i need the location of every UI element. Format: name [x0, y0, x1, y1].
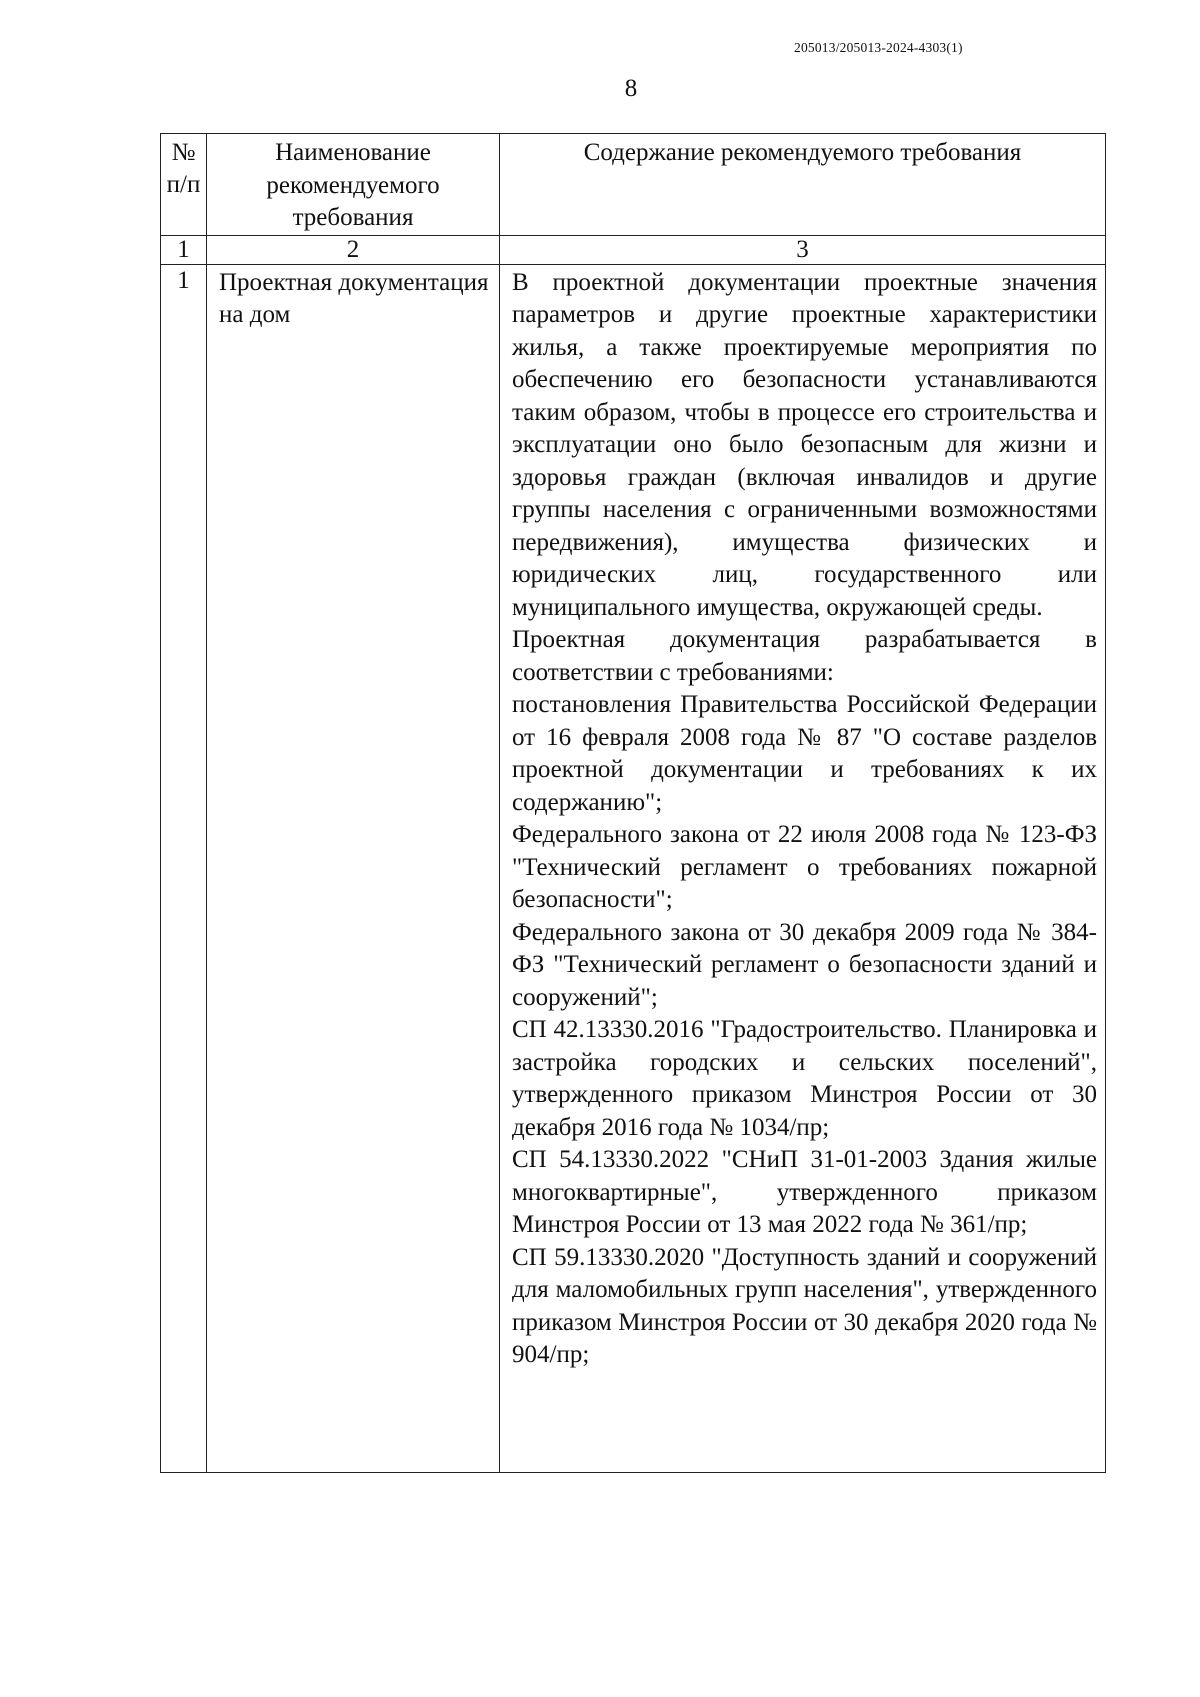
requirement-name: Проектная документация на дом — [207, 264, 500, 1472]
document-id: 205013/205013-2024-4303(1) — [794, 40, 963, 55]
column-number: 3 — [500, 235, 1106, 264]
content-paragraph: Федерального закона от 30 декабря 2009 года № 384-ФЗ "Технический регламент о безопасности зданий и сооружений"; — [512, 918, 1097, 1011]
requirements-table — [160, 133, 1106, 1473]
table-row — [161, 264, 1106, 1472]
column-number: 1 — [161, 235, 207, 264]
content-paragraph: В проектной документации проектные значения параметров и другие проектные характеристики жилья, а также проектируемые мероприятия по обеспечению его безопасности устанавливаются таким образом, чтобы в процессе его строительства и эксплуатации оно было безопасным для жизни и здоровья граждан (включая инвалидов и другие группы населения с ограниченными возможностями передвижения), имущества физических и юридических лиц, государственного или муниципального имущества, окружающей среды. — [512, 268, 1097, 621]
header-number: № п/п — [161, 134, 207, 236]
content-paragraph: СП 42.13330.2016 "Градостроительство. Планировка и застройка городских и сельских поселений", утвержденного приказом Минстроя России от 30 декабря 2016 года № 1034/пр; — [512, 1016, 1097, 1141]
requirement-content — [500, 264, 1106, 1472]
content-paragraph: Проектная документация разрабатывается в соответствии с требованиями: — [512, 626, 1097, 686]
column-number: 2 — [207, 235, 500, 264]
row-number: 1 — [161, 264, 207, 1472]
header-content: Содержание рекомендуемого требования — [500, 134, 1106, 236]
content-paragraph: постановления Правительства Российской Федерации от 16 февраля 2008 года № 87 "О составе разделов проектной документации и требованиях к их содержанию"; — [512, 691, 1097, 816]
content-paragraph: СП 54.13330.2022 "СНиП 31-01-2003 Здания жилые многоквартирные", утвержденного приказом Минстроя России от 13 мая 2022 года № 361/пр; — [512, 1146, 1097, 1238]
content-paragraph: Федерального закона от 22 июля 2008 года № 123-ФЗ "Технический регламент о требованиях пожарной безопасности"; — [512, 821, 1097, 913]
header-name: Наименование рекомендуемого требования — [207, 134, 500, 236]
table-header-row — [161, 134, 1106, 236]
content-paragraph: СП 59.13330.2020 "Доступность зданий и сооружений для маломобильных групп населения", утвержденного приказом Минстроя России от 30 декабря 2020 года № 904/пр; — [512, 1243, 1097, 1368]
page-number: 8 — [624, 75, 638, 102]
column-number-row — [161, 235, 1106, 264]
